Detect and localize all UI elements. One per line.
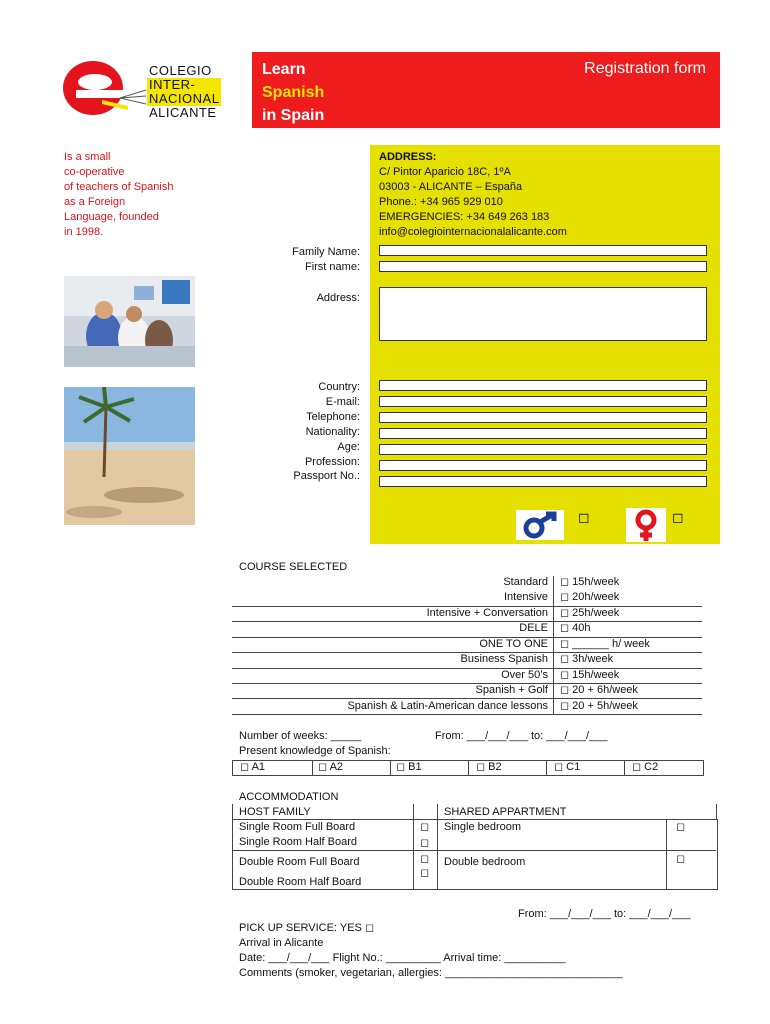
telephone-label: Telephone: <box>306 411 360 423</box>
single-half-board: Single Room Half Board <box>239 836 358 848</box>
intro-line: of teachers of Spanish <box>64 181 174 193</box>
shared-apartment-heading: SHARED APPARTMENT <box>444 806 567 818</box>
course-option[interactable]: ◻ ______ h/ week <box>560 638 650 650</box>
family-name-field[interactable] <box>379 245 707 256</box>
arrival-details[interactable]: Date: ___/___/___ Flight No.: _________ Arrival time: __________ <box>239 952 566 964</box>
course-option[interactable]: ◻ 25h/week <box>560 607 620 619</box>
row-divider <box>232 850 716 851</box>
logo-arrows-icon <box>118 84 148 108</box>
course-name: Intensive <box>503 591 548 603</box>
students-photo <box>64 276 195 367</box>
level-option[interactable]: ◻ A2 <box>318 761 344 773</box>
course-name: Spanish + Golf <box>475 684 548 696</box>
intro-line: Language, founded <box>64 211 159 223</box>
intro-text <box>64 150 173 240</box>
row-divider <box>232 714 702 715</box>
level-divider <box>312 760 313 775</box>
level-option[interactable]: ◻ C2 <box>632 761 659 773</box>
course-divider <box>553 576 554 714</box>
double-full-board: Double Room Full Board <box>239 856 360 868</box>
header-banner <box>252 52 720 128</box>
country-label: Country: <box>318 381 360 393</box>
beach-photo <box>64 387 195 525</box>
logo-text <box>147 64 221 120</box>
single-full-checkbox[interactable]: ◻ <box>420 821 430 833</box>
single-half-checkbox[interactable]: ◻ <box>420 837 430 849</box>
male-checkbox[interactable]: ◻ <box>578 509 590 525</box>
logo-line: INTER- <box>147 78 221 92</box>
email-field[interactable] <box>379 396 707 407</box>
page-title: Registration form <box>584 60 706 77</box>
course-name: Standard <box>503 576 548 588</box>
intro-line: co-operative <box>64 166 125 178</box>
single-bedroom-checkbox[interactable]: ◻ <box>676 821 686 833</box>
level-divider <box>390 760 391 775</box>
single-bedroom: Single bedroom <box>444 821 522 833</box>
course-name: DELE <box>519 622 548 634</box>
host-family-heading: HOST FAMILY <box>239 806 311 818</box>
course-option[interactable]: ◻ 20 + 6h/week <box>560 684 638 696</box>
grid-edge <box>716 804 717 820</box>
profession-field[interactable] <box>379 460 707 471</box>
weeks-field[interactable]: Number of weeks: _____ <box>239 730 362 742</box>
address-line: Phone.: +34 965 929 010 <box>379 196 503 208</box>
single-full-board: Single Room Full Board <box>239 821 356 833</box>
email-label: E-mail: <box>325 396 360 408</box>
accommodation-title: ACCOMMODATION <box>239 791 339 803</box>
double-half-checkbox[interactable]: ◻ <box>420 867 430 879</box>
level-option[interactable]: ◻ A1 <box>240 761 266 773</box>
address-field[interactable] <box>379 287 707 341</box>
knowledge-label: Present knowledge of Spanish: <box>239 745 391 757</box>
address-line: EMERGENCIES: +34 649 263 183 <box>379 211 550 223</box>
address-line: 03003 - ALICANTE – España <box>379 181 523 193</box>
logo-line: NACIONAL <box>149 91 220 106</box>
double-half-board: Double Room Half Board <box>239 876 362 888</box>
intro-line: as a Foreign <box>64 196 126 208</box>
address-heading: ADDRESS: <box>379 151 437 163</box>
intro-line: in 1998. <box>64 226 104 238</box>
course-name: Intensive + Conversation <box>426 607 548 619</box>
course-dates-field[interactable]: From: ___/___/___ to: ___/___/___ <box>435 730 608 742</box>
tagline-line: Spanish <box>262 84 325 101</box>
banner-tagline <box>262 58 324 127</box>
logo-line: ALICANTE <box>149 105 217 120</box>
level-option[interactable]: ◻ C1 <box>554 761 581 773</box>
grid-edge <box>232 804 233 820</box>
level-option[interactable]: ◻ B2 <box>476 761 502 773</box>
course-name: Business Spanish <box>460 653 548 665</box>
tagline-line: Learn <box>262 61 306 78</box>
course-option[interactable]: ◻ 15h/week <box>560 669 620 681</box>
profession-label: Profession: <box>304 456 360 468</box>
country-field[interactable] <box>379 380 707 391</box>
male-symbol-icon <box>516 510 564 540</box>
double-bedroom-checkbox[interactable]: ◻ <box>676 853 686 865</box>
age-label: Age: <box>337 441 360 453</box>
course-option[interactable]: ◻ 40h <box>560 622 591 634</box>
course-option[interactable]: ◻ 15h/week <box>560 576 620 588</box>
level-divider <box>624 760 625 775</box>
pickup-service[interactable]: PICK UP SERVICE: YES ◻ <box>239 922 375 934</box>
double-bedroom: Double bedroom <box>444 856 526 868</box>
accommodation-dates-field[interactable]: From: ___/___/___ to: ___/___/___ <box>518 908 691 920</box>
address-line: info@colegiointernacionalalicante.com <box>379 226 567 238</box>
comments-field[interactable]: Comments (smoker, vegetarian, allergies: _____________________________ <box>239 967 623 979</box>
course-name: ONE TO ONE <box>479 638 548 650</box>
level-divider <box>546 760 547 775</box>
course-option[interactable]: ◻ 3h/week <box>560 653 614 665</box>
passport-field[interactable] <box>379 476 707 487</box>
tagline-line: in Spain <box>262 107 325 124</box>
grid-divider <box>413 804 414 890</box>
address-label: Address: <box>316 292 360 304</box>
telephone-field[interactable] <box>379 412 707 423</box>
course-section-title: COURSE SELECTED <box>239 561 348 573</box>
level-divider <box>468 760 469 775</box>
age-field[interactable] <box>379 444 707 455</box>
nationality-field[interactable] <box>379 428 707 439</box>
level-option[interactable]: ◻ B1 <box>396 761 422 773</box>
course-name: Spanish & Latin-American dance lessons <box>347 700 548 712</box>
double-full-checkbox[interactable]: ◻ <box>420 853 430 865</box>
course-option[interactable]: ◻ 20 + 5h/week <box>560 700 638 712</box>
logo-line: COLEGIO <box>149 63 212 78</box>
address-line: C/ Pintor Aparicio 18C, 1ºA <box>379 166 511 178</box>
first-name-label: First name: <box>304 261 360 273</box>
grid-divider <box>437 804 438 890</box>
school-address <box>379 150 567 240</box>
course-name: Over 50’s <box>501 669 548 681</box>
grid-divider <box>666 819 667 890</box>
course-option[interactable]: ◻ 20h/week <box>560 591 620 603</box>
arrival-heading: Arrival in Alicante <box>239 937 324 949</box>
female-symbol-icon <box>626 508 666 542</box>
family-name-label: Family Name: <box>292 246 360 258</box>
female-checkbox[interactable]: ◻ <box>672 509 684 525</box>
passport-label: Passport No.: <box>293 470 360 482</box>
first-name-field[interactable] <box>379 261 707 272</box>
intro-line: Is a small <box>64 151 111 163</box>
nationality-label: Nationality: <box>305 426 360 438</box>
